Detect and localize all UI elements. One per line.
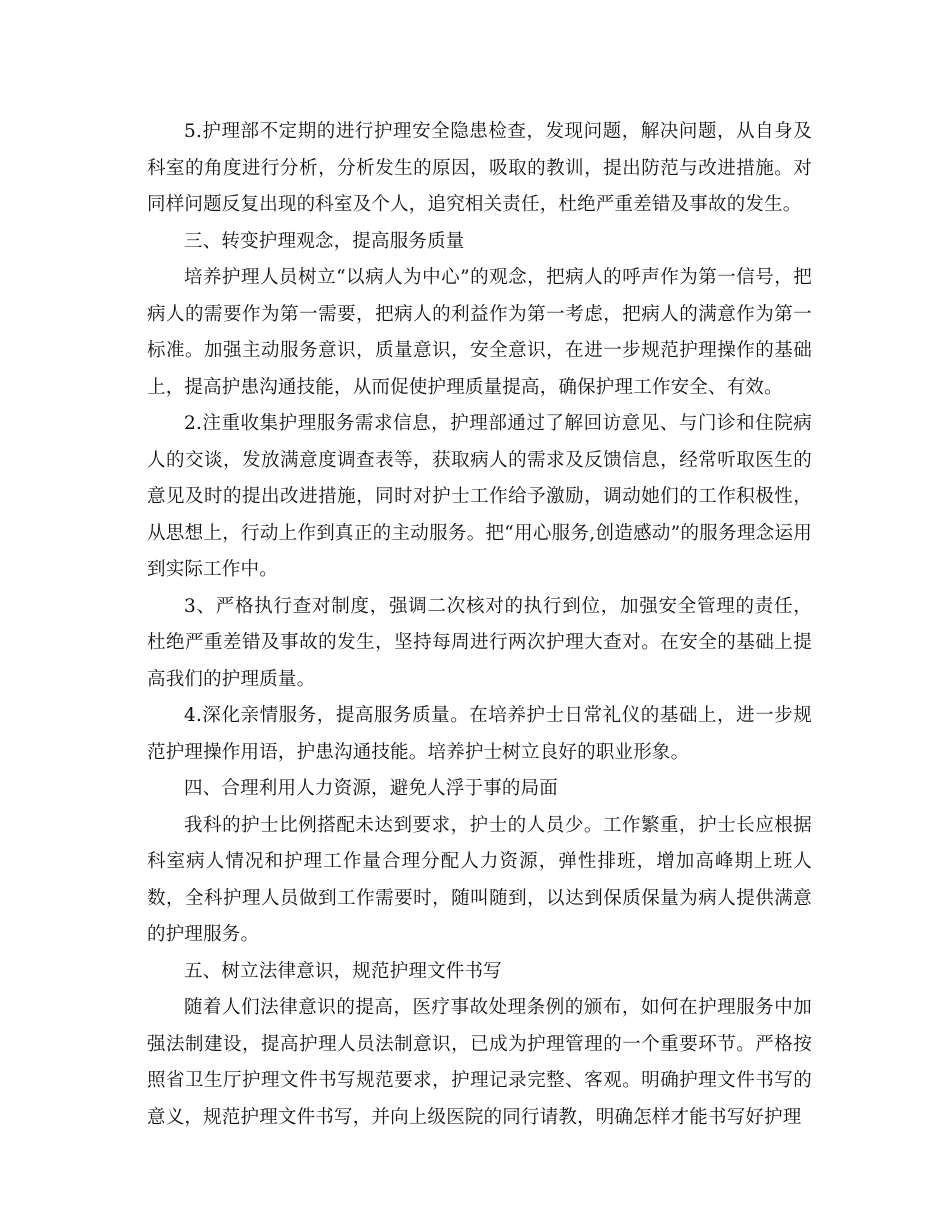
paragraph-item-4-service: 4.深化亲情服务，提高服务质量。在培养护士日常礼仪的基础上，进一步规范护理操作用语，护患沟通技能。培养护士树立良好的职业形象。 (147, 705, 812, 763)
section-heading-three: 三、转变护理观念，提高服务质量 (184, 230, 465, 252)
paragraph-item-5-safety-inspection: 5.护理部不定期的进行护理安全隐患检查，发现问题，解决问题，从自身及科室的角度进行分析，分析发生的原因，吸取的教训，提出防范与改进措施。对同样问题反复出现的科室及个人，追究相关责任，杜绝严重差错及事故的发生。 (147, 121, 812, 215)
paragraph-legal-awareness: 随着人们法律意识的提高，医疗事故处理条例的颁布，如何在护理服务中加强法制建设，提高护理人员法制意识，已成为护理管理的一个重要环节。严格按照省卫生厅护理文件书写规范要求，护理记录完整、客观。明确护理文件书写的意义，规范护理文件书写，并向上级医院的同行请教，明确怎样才能书写好护理 (147, 997, 812, 1128)
paragraph-item-3-verification: 3、严格执行查对制度，强调二次核对的执行到位，加强安全管理的责任，杜绝严重差错及事故的发生，坚持每周进行两次护理大查对。在安全的基础上提高我们的护理质量。 (147, 595, 812, 690)
document-body (147, 114, 812, 1136)
paragraph-patient-centered: 培养护理人员树立“以病人为中心”的观念，把病人的呼声作为第一信号，把病人的需要作为第一需要，把病人的利益作为第一考虑，把病人的满意作为第一标准。加强主动服务意识，质量意识，安全意识，在进一步规范护理操作的基础上，提高护患沟通技能，从而促使护理质量提高，确保护理工作安全、有效。 (147, 267, 812, 398)
section-heading-four: 四、合理利用人力资源，避免人浮于事的局面 (184, 778, 559, 799)
paragraph-staffing: 我科的护士比例搭配未达到要求，护士的人员少。工作繁重，护士长应根据科室病人情况和护理工作量合理分配人力资源，弹性排班，增加高峰期上班人数，全科护理人员做到工作需要时，随叫随到，以达到保质保量为病人提供满意的护理服务。 (147, 814, 812, 945)
paragraph-item-2-feedback: 2.注重收集护理服务需求信息，护理部通过了解回访意见、与门诊和住院病人的交谈，发放满意度调查表等，获取病人的需求及反馈信息，经常听取医生的意见及时的提出改进措施，同时对护士工作给予激励，调动她们的工作积极性，从思想上，行动上作到真正的主动服务。把“用心服务,创造感动”的服务理念运用到实际工作中。 (147, 413, 812, 580)
section-heading-five: 五、树立法律意识，规范护理文件书写 (184, 960, 502, 982)
